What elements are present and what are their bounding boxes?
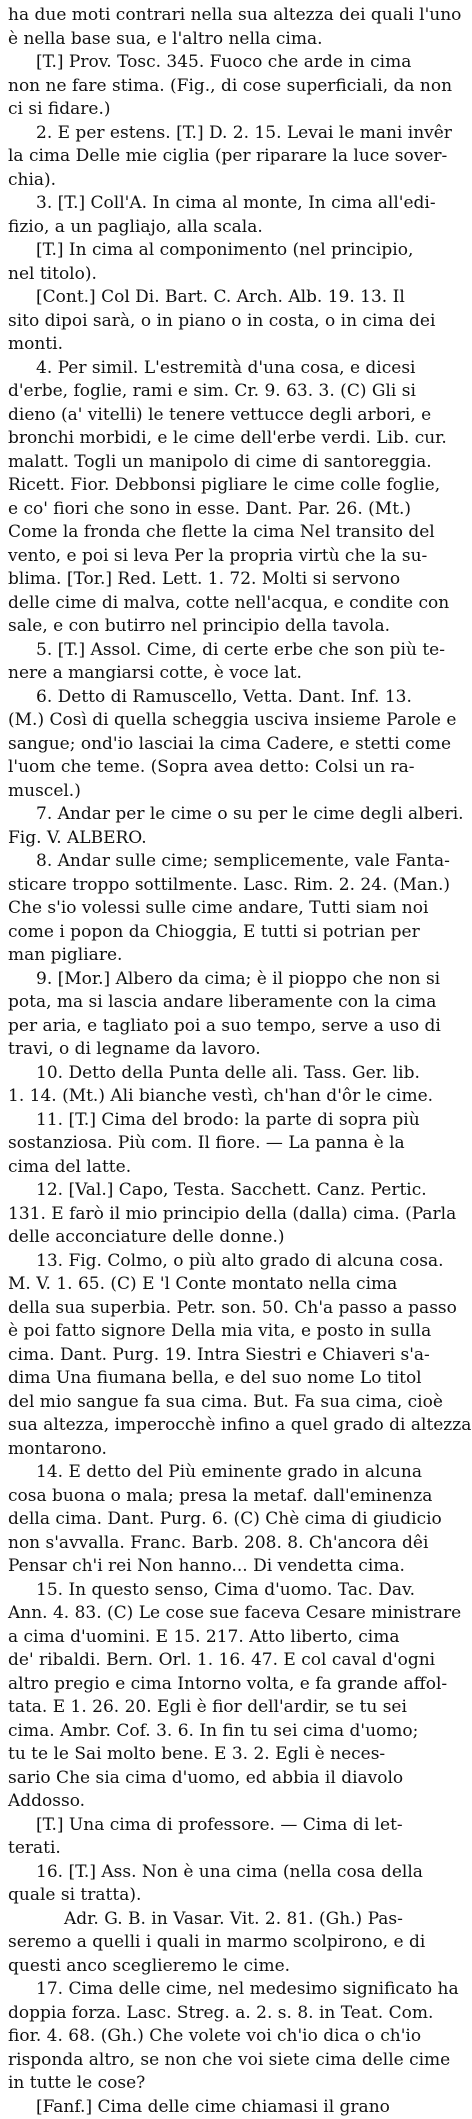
text-line: sale, e con butirro nel principio della tavola. — [8, 615, 466, 639]
text-line: in tutte le cose? — [8, 2072, 466, 2096]
text-line: vento, e poi si leva Per la propria virtù che la su- — [8, 545, 466, 569]
text-line: non s'avvalla. Franc. Barb. 208. 8. Ch'ancora dêi — [8, 1532, 466, 1556]
text-line: malatt. Togli un manipolo di cime di santoreggia. — [8, 451, 466, 475]
text-line: a cima d'uomini. E 15. 217. Atto liberto, cima — [8, 1626, 466, 1650]
text-line: ci si fidare.) — [8, 98, 466, 122]
text-line: tu te le Sai molto bene. E 3. 2. Egli è neces- — [8, 1743, 466, 1767]
text-line: 3. [T.] Coll'A. In cima al monte, In cima all'edi- — [8, 192, 466, 216]
text-line: cima. Ambr. Cof. 3. 6. In fin tu sei cima d'uomo; — [8, 1720, 466, 1744]
text-line: sostanziosa. Più com. Il fiore. — La panna è la — [8, 1132, 466, 1156]
text-line: Che s'io volessi sulle cime andare, Tutti siam noi — [8, 897, 466, 921]
text-line: è nella base sua, e l'altro nella cima. — [8, 28, 466, 52]
text-line: 2. E per estens. [T.] D. 2. 15. Levai le mani invêr — [8, 122, 466, 146]
text-line: 13. Fig. Colmo, o più alto grado di alcuna cosa. — [8, 1250, 466, 1274]
text-line: montarono. — [8, 1438, 466, 1462]
text-line: nere a mangiarsi cotte, è voce lat. — [8, 662, 466, 686]
text-line: [T.] Una cima di professore. — Cima di let- — [8, 1814, 466, 1838]
text-line: come i popon da Chioggia, E tutti si potrian per — [8, 921, 466, 945]
text-line: sito dipoi sarà, o in piano o in costa, o in cima dei — [8, 310, 466, 334]
text-line: risponda altro, se non che voi siete cima delle cime — [8, 2049, 466, 2073]
text-line: 15. In questo senso, Cima d'uomo. Tac. Dav. — [8, 1579, 466, 1603]
text-line: fizio, a un pagliajo, alla scala. — [8, 216, 466, 240]
text-line: [T.] Prov. Tosc. 345. Fuoco che arde in cima — [8, 51, 466, 75]
text-line: sticare troppo sottilmente. Lasc. Rim. 2. 24. (Man.) — [8, 874, 466, 898]
text-line: terati. — [8, 1837, 466, 1861]
text-line: sangue; ond'io lasciai la cima Cadere, e stetti come — [8, 733, 466, 757]
text-line: l'uom che teme. (Sopra avea detto: Colsi un ra- — [8, 756, 466, 780]
text-line: tata. E 1. 26. 20. Egli è fior dell'ardir, se tu sei — [8, 1696, 466, 1720]
text-line: 12. [Val.] Capo, Testa. Sacchett. Canz. Pertic. — [8, 1179, 466, 1203]
text-line: nel titolo). — [8, 263, 466, 287]
text-line: Ricett. Fior. Debbonsi pigliare le cime colle foglie, — [8, 474, 466, 498]
text-line: 14. E detto del Più eminente grado in alcuna — [8, 1461, 466, 1485]
text-line: cima. Dant. Purg. 19. Intra Siestri e Chiaveri s'a- — [8, 1344, 466, 1368]
text-line: delle cime di malva, cotte nell'acqua, e condite con — [8, 592, 466, 616]
text-line: 17. Cima delle cime, nel medesimo significato ha — [8, 1978, 466, 2002]
text-line: dima Una fiumana bella, e del suo nome Lo titol — [8, 1367, 466, 1391]
text-line: quale si tratta). — [8, 1884, 466, 1908]
text-line: 7. Andar per le cime o su per le cime degli alberi. — [8, 803, 466, 827]
text-line: chia). — [8, 169, 466, 193]
text-line: 131. E farò il mio principio della (dalla) cima. (Parla — [8, 1203, 466, 1227]
text-line: cosa buona o mala; presa la metaf. dall'eminenza — [8, 1485, 466, 1509]
text-line: Pensar ch'i rei Non hanno... Di vendetta cima. — [8, 1555, 466, 1579]
text-line: sua altezza, imperocchè infino a quel grado di altezza — [8, 1414, 466, 1438]
text-line: de' ribaldi. Bern. Orl. 1. 16. 47. E col caval d'ogni — [8, 1649, 466, 1673]
text-line: 6. Detto di Ramuscello, Vetta. Dant. Inf. 13. — [8, 686, 466, 710]
text-line: 8. Andar sulle cime; semplicemente, vale Fanta- — [8, 850, 466, 874]
text-line: altro pregio e cima Intorno volta, e fa grande affol- — [8, 1673, 466, 1697]
text-line: doppia forza. Lasc. Streg. a. 2. s. 8. in Teat. Com. — [8, 2002, 466, 2026]
text-line: Addosso. — [8, 1790, 466, 1814]
text-line: Fig. V. ALBERO. — [8, 827, 466, 851]
text-line: [Fanf.] Cima delle cime chiamasi il grano — [8, 2096, 466, 2119]
text-line: 9. [Mor.] Albero da cima; è il pioppo che non si — [8, 968, 466, 992]
text-line: (M.) Così di quella scheggia usciva insieme Parole e — [8, 709, 466, 733]
text-line: 16. [T.] Ass. Non è una cima (nella cosa della — [8, 1861, 466, 1885]
text-line: non ne fare stima. (Fig., di cose superficiali, da non — [8, 75, 466, 99]
text-line: e co' fiori che sono in esse. Dant. Par. 26. (Mt.) — [8, 498, 466, 522]
text-line: questi anco sceglieremo le cime. — [8, 1955, 466, 1979]
text-line: 1. 14. (Mt.) Ali bianche vestì, ch'han d'ôr le cime. — [8, 1085, 466, 1109]
text-line: della cima. Dant. Purg. 6. (C) Chè cima di giudicio — [8, 1508, 466, 1532]
text-line: è poi fatto signore Della mia vita, e posto in sulla — [8, 1320, 466, 1344]
text-line: blima. [Tor.] Red. Lett. 1. 72. Molti si servono — [8, 568, 466, 592]
text-line: man pigliare. — [8, 944, 466, 968]
text-line: delle acconciature delle donne.) — [8, 1226, 466, 1250]
text-line: Come la fronda che flette la cima Nel transito del — [8, 521, 466, 545]
text-line: 11. [T.] Cima del brodo: la parte di sopra più — [8, 1109, 466, 1133]
text-line: ha due moti contrari nella sua altezza dei quali l'uno — [8, 4, 466, 28]
text-line: del mio sangue fa sua cima. But. Fa sua cima, cioè — [8, 1391, 466, 1415]
text-line: per aria, e tagliato poi a suo tempo, serve a uso di — [8, 1015, 466, 1039]
text-line: travi, o di legname da lavoro. — [8, 1038, 466, 1062]
text-line: 10. Detto della Punta delle ali. Tass. Ger. lib. — [8, 1062, 466, 1086]
text-line: Adr. G. B. in Vasar. Vit. 2. 81. (Gh.) Pas- — [8, 1908, 466, 1932]
text-line: bronchi morbidi, e le cime dell'erbe verdi. Lib. cur. — [8, 427, 466, 451]
text-line: seremo a quelli i quali in marmo scolpirono, e di — [8, 1931, 466, 1955]
text-line: dieno (a' vitelli) le tenere vettucce degli arbori, e — [8, 404, 466, 428]
text-line: la cima Delle mie ciglia (per riparare la luce sover- — [8, 145, 466, 169]
text-line: cima del latte. — [8, 1156, 466, 1180]
text-line: fior. 4. 68. (Gh.) Che volete voi ch'io dica o ch'io — [8, 2025, 466, 2049]
text-line: [T.] In cima al componimento (nel principio, — [8, 239, 466, 263]
text-line: 4. Per simil. L'estremità d'una cosa, e dicesi — [8, 357, 466, 381]
text-line: 5. [T.] Assol. Cime, di certe erbe che son più te- — [8, 639, 466, 663]
text-line: [Cont.] Col Di. Bart. C. Arch. Alb. 19. 13. Il — [8, 286, 466, 310]
text-line: della sua superbia. Petr. son. 50. Ch'a passo a passo — [8, 1297, 466, 1321]
text-line: Ann. 4. 83. (C) Le cose sue faceva Cesare ministrare — [8, 1602, 466, 1626]
text-line: M. V. 1. 65. (C) E 'l Conte montato nella cima — [8, 1273, 466, 1297]
text-line: d'erbe, foglie, rami e sim. Cr. 9. 63. 3. (C) Gli si — [8, 380, 466, 404]
text-line: pota, ma si lascia andare liberamente con la cima — [8, 991, 466, 1015]
text-line: muscel.) — [8, 780, 466, 804]
text-line: monti. — [8, 333, 466, 357]
text-line: sario Che sia cima d'uomo, ed abbia il diavolo — [8, 1767, 466, 1791]
